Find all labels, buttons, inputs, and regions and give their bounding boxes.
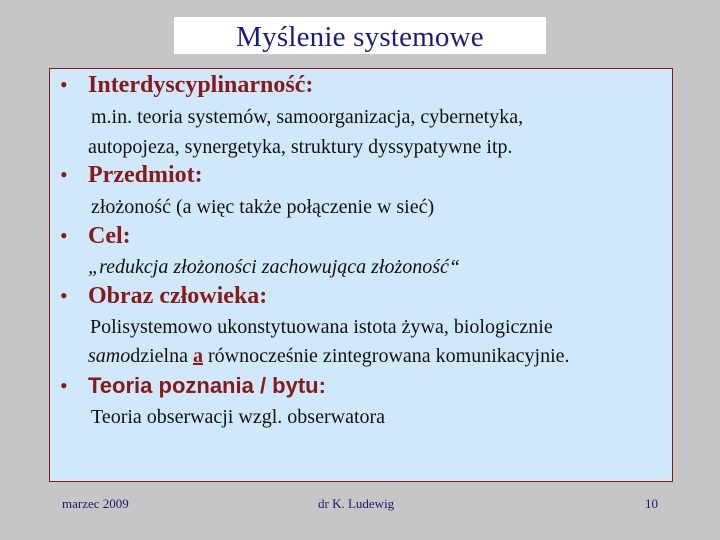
footer-author: dr K. Ludewig — [318, 496, 395, 511]
bullet-goal — [60, 223, 131, 250]
footer-date: marzec 2009 — [62, 496, 129, 511]
bullet-heading: Przedmiot: — [88, 162, 203, 188]
bullet-text-line: m.in. teoria systemów, samoorganizacja, cybernetyka, — [91, 106, 524, 128]
bullet-text-line: autopojeza, synergetyka, struktury dyssypatywne itp. — [88, 136, 513, 158]
text-fragment: równocześnie zintegrowana komunikacyjnie. — [202, 345, 570, 367]
bullet-heading: Obraz człowieka: — [88, 283, 268, 309]
bullet-dot-icon: • — [60, 72, 68, 97]
bullet-text-line: Teoria obserwacji wzgl. obserwatora — [91, 406, 386, 428]
bullet-epistemology — [60, 373, 326, 399]
bullet-text-line: złożoność (a więc także połączenie w sieć) — [91, 196, 435, 218]
bullet-heading: Teoria poznania / bytu: — [88, 373, 326, 398]
bullet-subject — [60, 162, 203, 189]
bullet-dot-icon: • — [60, 373, 68, 398]
slide-title-box — [174, 17, 546, 54]
bullet-dot-icon: • — [60, 223, 68, 248]
bullet-dot-icon: • — [60, 162, 68, 187]
bullet-heading: Interdyscyplinarność: — [88, 72, 314, 98]
bullet-dot-icon: • — [60, 283, 68, 308]
footer-page-number: 10 — [645, 496, 658, 511]
bullet-image-of-man — [60, 283, 267, 310]
bullet-heading: Cel: — [88, 223, 131, 249]
bullet-interdisciplinarity — [60, 72, 313, 99]
slide-title: Myślenie systemowe — [236, 21, 484, 53]
underlined-fragment: a — [192, 345, 203, 367]
bullet-text-line: „redukcja złożoności zachowująca złożoność“ — [88, 256, 461, 278]
bullet-text-line-mixed — [88, 345, 570, 368]
bullet-text-line: Polisystemowo ukonstytuowana istota żywa, biologicznie — [90, 316, 553, 338]
italic-fragment: samo — [88, 345, 131, 367]
text-fragment: dzielna — [130, 345, 193, 367]
